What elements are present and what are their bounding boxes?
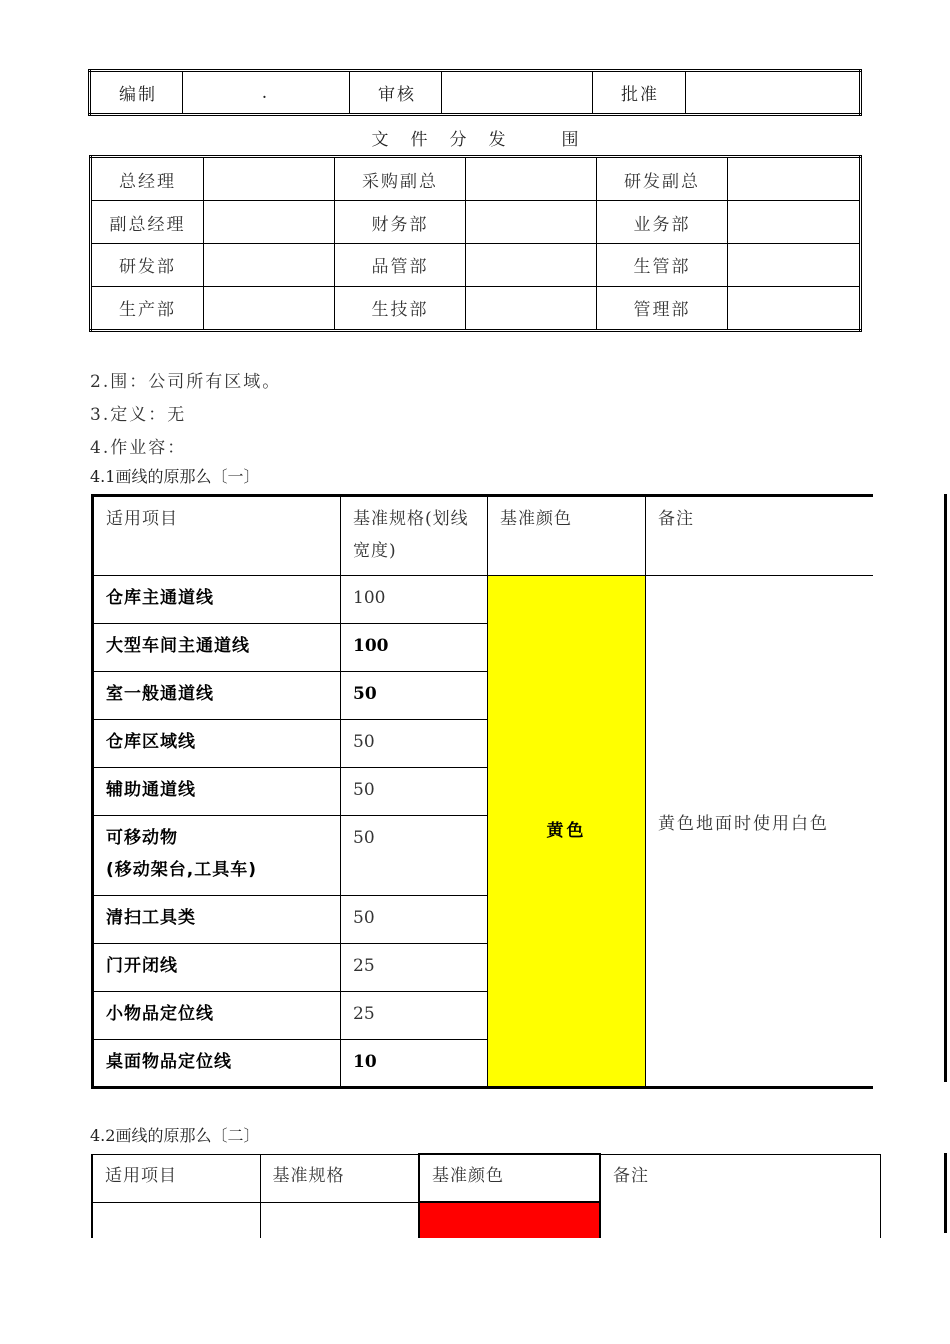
section-4-2-heading: 4.2画线的原那么〔二〕 [90, 1126, 260, 1145]
table-header-row [92, 1154, 881, 1202]
dist-cell: 采购副总 [335, 157, 466, 201]
header-width: 基准规格(划线宽度) [341, 496, 488, 576]
row-width: 25 [341, 992, 488, 1040]
distribution-title-char: 文 [371, 130, 389, 150]
dist-cell: 生技部 [335, 286, 466, 330]
row-item: 清扫工具类 [93, 896, 341, 944]
row-width: 50 [341, 720, 488, 768]
row-item: 大型车间主通道线 [93, 624, 341, 672]
dist-cell: 品管部 [335, 243, 466, 286]
approval-label-prepared: 编制 [90, 71, 183, 115]
dist-cell: 生产部 [91, 286, 204, 330]
approval-label-approve: 批准 [593, 71, 686, 115]
row-width: 25 [341, 944, 488, 992]
row-width: 100 [341, 624, 488, 672]
header-width: 基准规格 [260, 1154, 419, 1202]
row-item: 仓库区域线 [93, 720, 341, 768]
section-work-content: 4.作业容： [90, 438, 187, 458]
dist-cell: 管理部 [597, 286, 728, 330]
row-item: 辅助通道线 [93, 768, 341, 816]
color-yellow-cell: 黄色 [488, 576, 646, 1088]
right-edge-bar [944, 1153, 947, 1233]
dist-cell [204, 243, 335, 286]
dist-cell: 财务部 [335, 201, 466, 244]
distribution-title [88, 125, 862, 150]
dist-cell [728, 157, 861, 201]
line-rules-table-2-clip [91, 1153, 881, 1238]
line-rules-table-2 [91, 1153, 881, 1238]
header-item: 适用项目 [92, 1154, 260, 1202]
row-item: 小物品定位线 [93, 992, 341, 1040]
row-item [93, 816, 341, 896]
dist-cell: 生管部 [597, 243, 728, 286]
distribution-table [89, 155, 862, 332]
row-width: 50 [341, 672, 488, 720]
header-color: 基准颜色 [419, 1154, 600, 1202]
row-width: 50 [341, 816, 488, 896]
dist-cell: 副总经理 [91, 201, 204, 244]
row-item: 桌面物品定位线 [93, 1040, 341, 1088]
dist-cell [466, 157, 597, 201]
dist-cell [728, 201, 861, 244]
dist-cell [466, 286, 597, 330]
row-item [92, 1202, 260, 1238]
header-item: 适用项目 [93, 496, 341, 576]
row-width: 50 [341, 896, 488, 944]
table-row [91, 157, 861, 201]
distribution-title-char: 发 [488, 130, 506, 150]
note-cell: 黄色地面时使用白色 [646, 576, 874, 1088]
table-row [91, 286, 861, 330]
dist-cell: 研发部 [91, 243, 204, 286]
distribution-title-char: 分 [449, 130, 467, 150]
section-scope: 2.围：公司所有区域。 [90, 372, 282, 392]
table-row [93, 576, 874, 624]
header-note: 备注 [600, 1154, 881, 1238]
dist-cell: 总经理 [91, 157, 204, 201]
dist-cell [728, 243, 861, 286]
row-item-line1: 可移动物 [106, 828, 178, 848]
table-row [91, 201, 861, 244]
table-header-row [93, 496, 874, 576]
dist-cell [466, 243, 597, 286]
dist-cell [204, 286, 335, 330]
approval-label-review: 审核 [350, 71, 442, 115]
header-color: 基准颜色 [488, 496, 646, 576]
dist-cell: 业务部 [597, 201, 728, 244]
row-item: 门开闭线 [93, 944, 341, 992]
section-4-1-heading: 4.1画线的原那么〔一〕 [90, 467, 260, 486]
row-width: 50 [341, 768, 488, 816]
color-red-cell [419, 1202, 600, 1238]
row-item: 室一般通道线 [93, 672, 341, 720]
section-definition: 3.定义：无 [90, 405, 187, 425]
row-width [260, 1202, 419, 1238]
dist-cell [204, 157, 335, 201]
dist-cell [728, 286, 861, 330]
row-item-line2: (移动架台,工具车) [106, 860, 257, 880]
dist-cell: 研发副总 [597, 157, 728, 201]
distribution-title-char: 围 [561, 130, 579, 150]
dist-cell [466, 201, 597, 244]
approval-value-review [442, 71, 593, 115]
header-note: 备注 [646, 496, 874, 576]
approval-value-prepared: . [183, 71, 350, 115]
right-edge-bar [944, 494, 947, 1082]
row-item: 仓库主通道线 [93, 576, 341, 624]
row-width: 100 [341, 576, 488, 624]
table-row [91, 243, 861, 286]
dist-cell [204, 201, 335, 244]
line-rules-table-1 [91, 494, 873, 1089]
row-width: 10 [341, 1040, 488, 1088]
approval-value-approve [686, 71, 861, 115]
approval-table [88, 69, 862, 116]
distribution-title-char: 件 [410, 130, 428, 150]
